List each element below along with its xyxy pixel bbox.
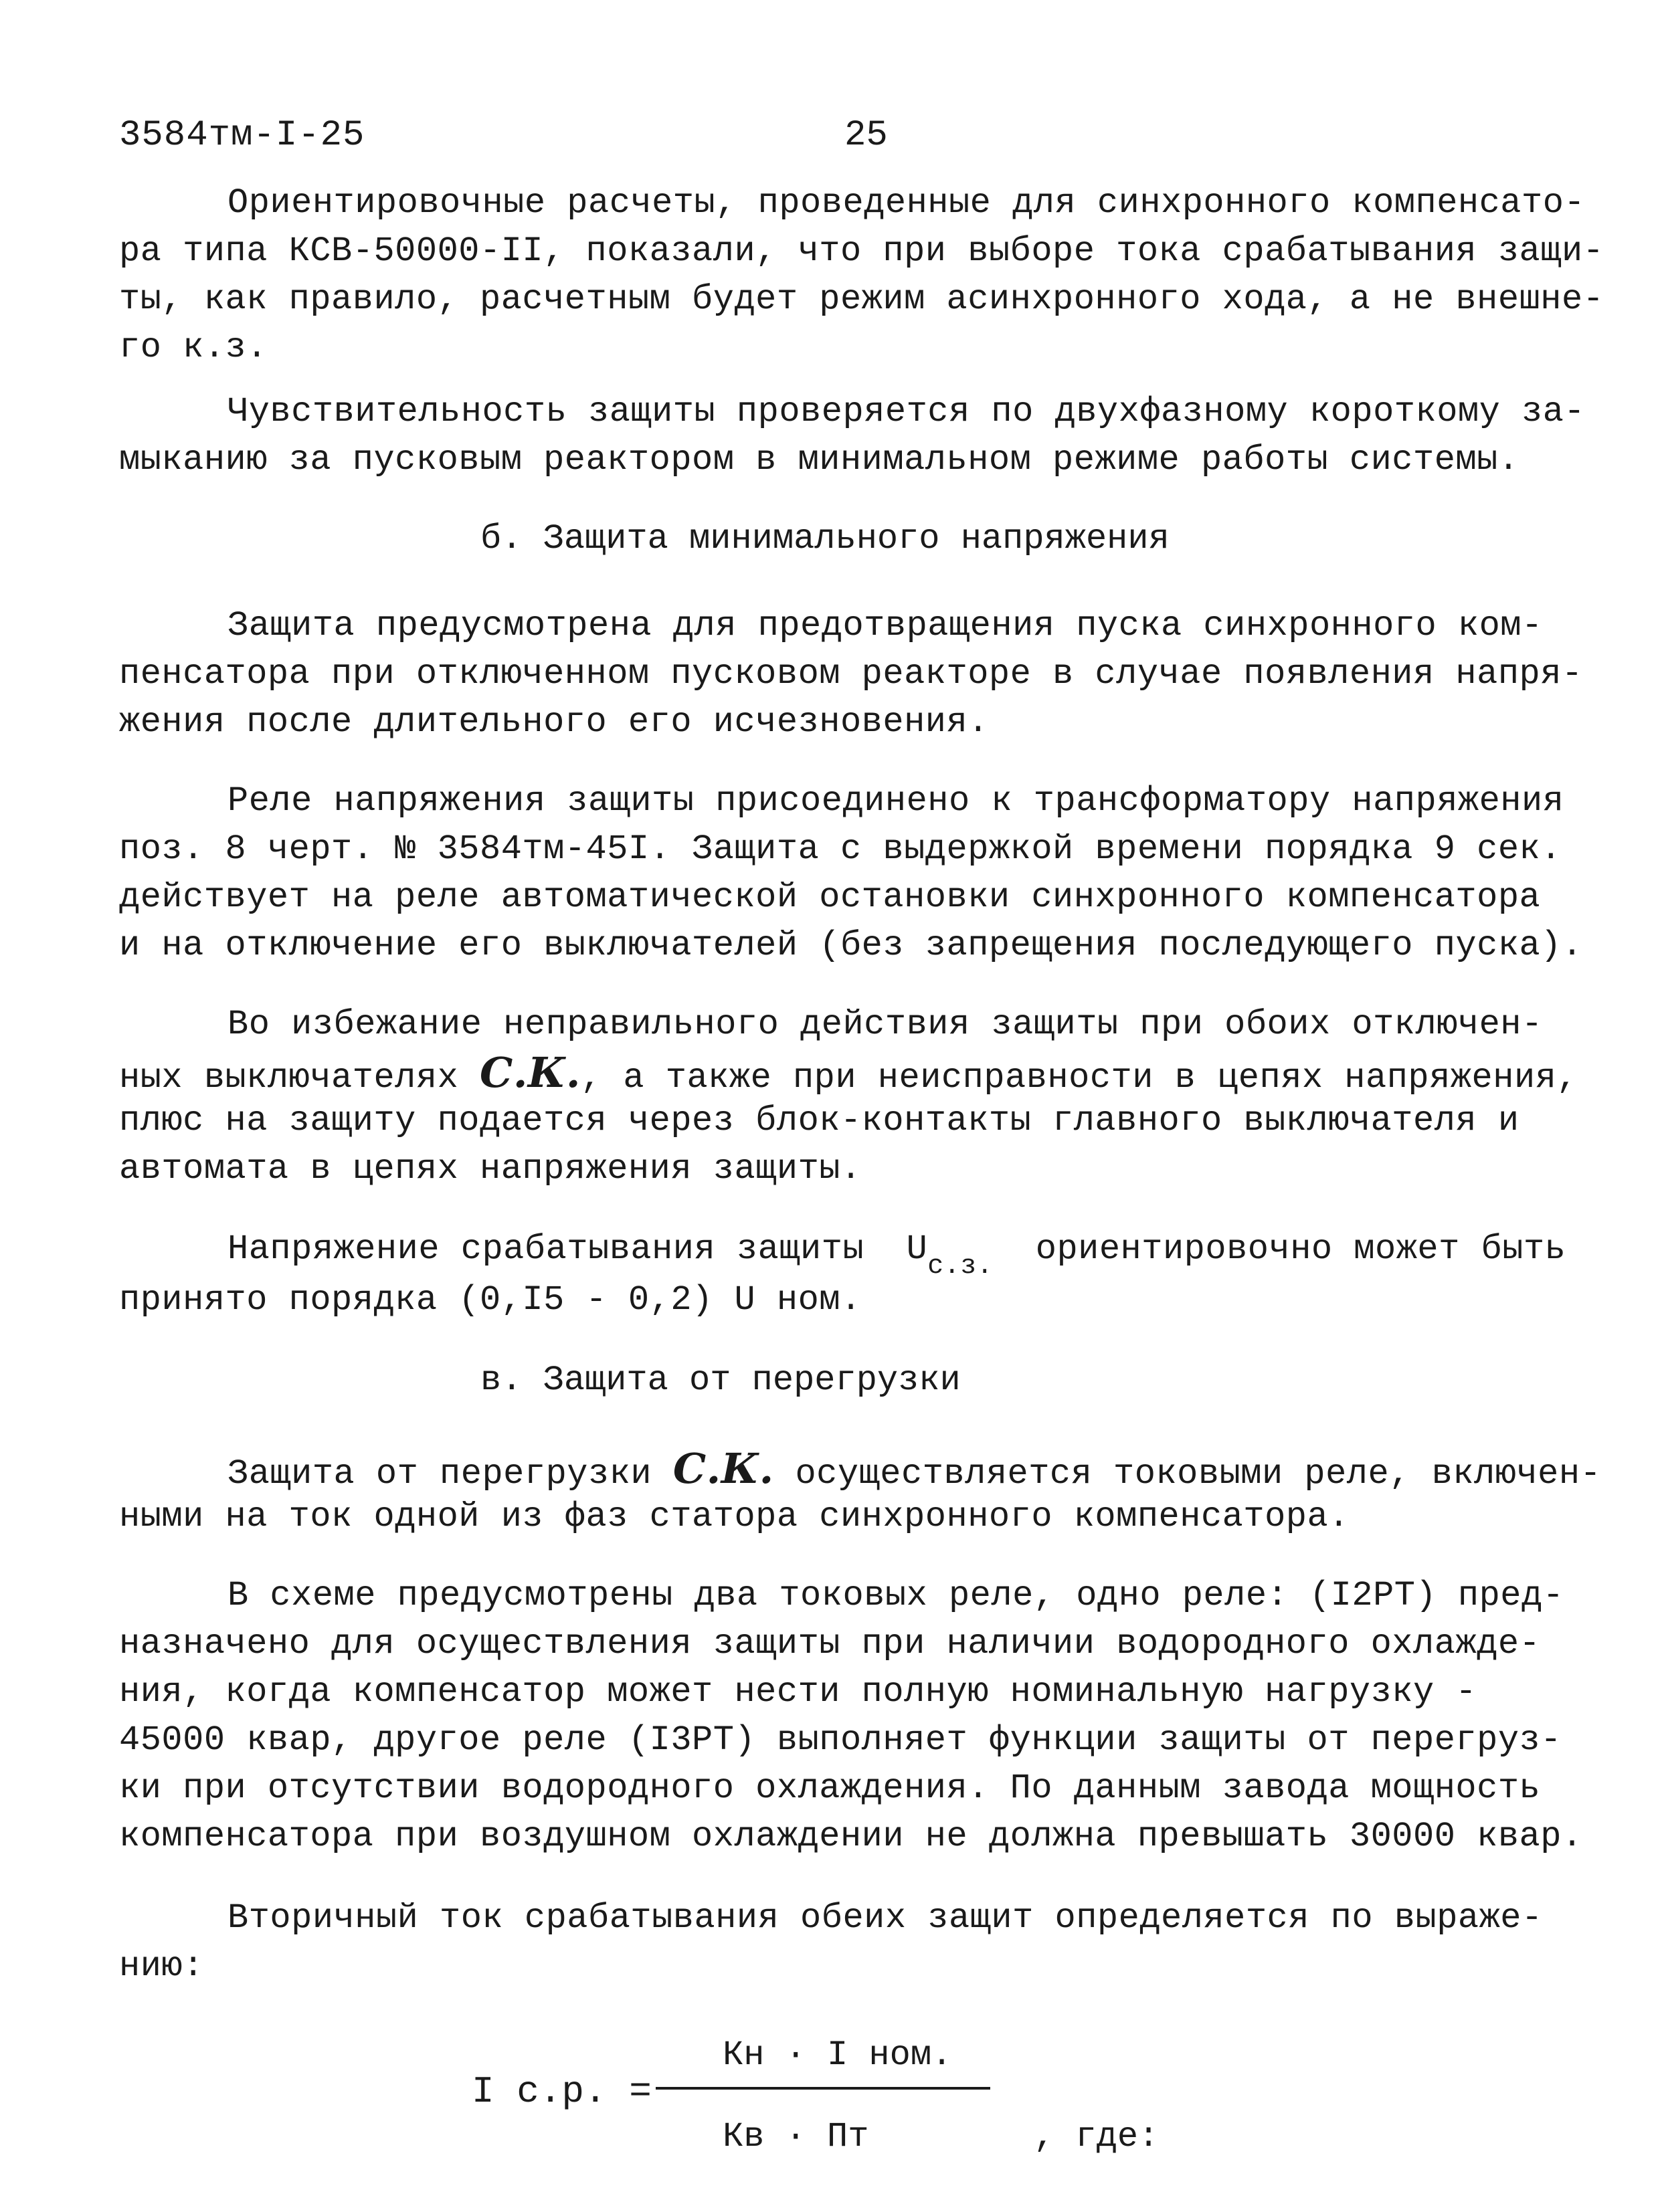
text-line: Во избежание неправильного действия защиты при обоих отключен-	[227, 1005, 1543, 1044]
formula-denominator: Кв · Пт	[723, 2117, 869, 2156]
section-heading-v: в. Защита от перегрузки	[480, 1361, 961, 1400]
text-line: Защита предусмотрена для предотвращения пуска синхронного ком-	[227, 606, 1543, 645]
formula-tail: , где:	[1034, 2117, 1160, 2156]
text-line: автомата в цепях напряжения защиты.	[119, 1149, 862, 1189]
formula-lhs: I с.р. =	[472, 2070, 652, 2113]
formula-numerator: Кн · I ном.	[723, 2035, 953, 2075]
fraction-bar	[656, 2087, 990, 2090]
text-segment: ориентировочно может быть	[1035, 1229, 1566, 1269]
text-line: принято порядка (0,I5 - 0,2) U ном.	[119, 1280, 862, 1320]
text-line	[227, 1445, 1660, 1498]
text-line: ки при отсутствии водородного охлаждения. По данным завода мощность	[119, 1769, 1541, 1808]
text-line: ты, как правило, расчетным будет режим асинхронного хода, а не внешне-	[119, 280, 1604, 319]
text-line: пенсатора при отключенном пусковом реакторе в случае появления напря-	[119, 654, 1583, 694]
text-line: мыканию за пусковым реактором в минимальном режиме работы системы.	[119, 440, 1519, 480]
text-line: Ориентировочные расчеты, проведенные для синхронного компенсато-	[227, 183, 1586, 223]
text-line: поз. 8 черт. № 3584тм-45I. Защита с выдержкой времени порядка 9 сек.	[119, 829, 1562, 869]
text-segment: Напряжение срабатывания защиты	[227, 1229, 864, 1269]
text-segment: Защита от перегрузки	[227, 1454, 652, 1494]
text-line: ра типа КСВ-50000-II, показали, что при выборе тока срабатывания защи-	[119, 231, 1604, 271]
text-line: ния, когда компенсатор может нести полную номинальную нагрузку -	[119, 1672, 1477, 1712]
text-line: плюс на защиту подается через блок-контакты главного выключателя и	[119, 1101, 1519, 1140]
text-line: Вторичный ток срабатывания обеих защит определяется по выраже-	[227, 1898, 1543, 1938]
section-heading-b: б. Защита минимального напряжения	[480, 519, 1170, 559]
handwritten-sk: С.К.	[480, 1048, 581, 1097]
text-line: действует на реле автоматической остановки синхронного компенсатора	[119, 878, 1541, 917]
handwritten-sk: С.К.	[672, 1444, 774, 1493]
text-line: 45000 квар, другое реле (I3РТ) выполняет функции защиты от перегруз-	[119, 1720, 1562, 1760]
text-segment: , а также при неисправности в цепях напряжения,	[580, 1058, 1578, 1098]
text-line: назначено для осуществления защиты при наличии водородного охлажде-	[119, 1624, 1541, 1664]
text-line: го к.з.	[119, 328, 268, 367]
document-code: 3584тм-I-25	[119, 115, 365, 156]
text-segment: ных выключателях	[119, 1058, 459, 1098]
text-line: В схеме предусмотрены два токовых реле, одно реле: (I2РТ) пред-	[227, 1576, 1564, 1615]
text-line	[227, 1225, 1660, 1282]
text-line: Реле напряжения защиты присоединено к трансформатору напряжения	[227, 781, 1564, 821]
text-line: и на отключение его выключателей (без запрещения последующего пуска).	[119, 926, 1583, 965]
text-line: компенсатора при воздушном охлаждении не должна превышать 30000 квар.	[119, 1817, 1583, 1856]
text-line: нию:	[119, 1946, 204, 1986]
text-line	[119, 1048, 1578, 1102]
text-line: ными на ток одной из фаз статора синхронного компенсатора.	[119, 1497, 1350, 1536]
text-segment: осуществляется токовыми реле, включен-	[795, 1454, 1602, 1494]
page-number: 25	[844, 115, 888, 156]
voltage-subscript: с.з.	[927, 1251, 994, 1282]
text-line: жения после длительного его исчезновения.	[119, 702, 989, 742]
text-line: Чувствительность защиты проверяется по двухфазному короткому за-	[227, 392, 1586, 431]
voltage-symbol: U	[906, 1229, 928, 1269]
